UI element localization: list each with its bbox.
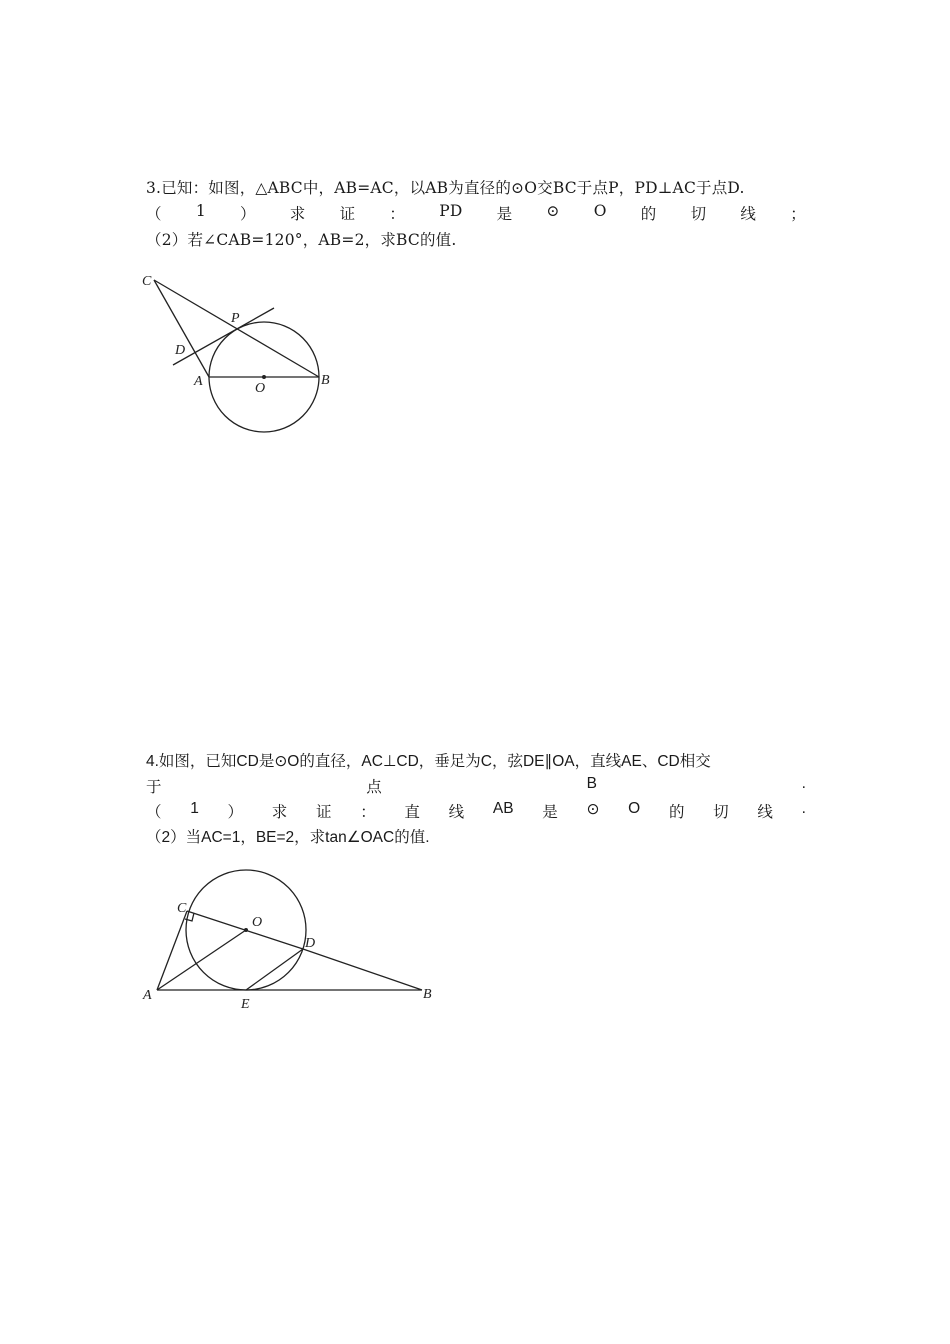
problem4-statement-cont-token: B: [586, 775, 597, 792]
problem4-part1-token: ⊙: [586, 801, 600, 818]
problem4-part1-token: ：: [360, 804, 376, 821]
problem3-part1-token: 1: [195, 202, 206, 220]
problem3-part1-token: 求: [289, 205, 306, 223]
problem4-part1-token: 证: [315, 804, 332, 821]
problem3-part1-token: 是: [496, 205, 513, 223]
problem3-statement: 3.已知：如图，△ABC中，AB=AC，以AB为直径的⊙O交BC于点P，PD⊥AC于点D.: [146, 179, 745, 197]
label-a: A: [143, 988, 152, 1003]
problem4-part1-token: 是: [542, 804, 558, 821]
problem4-part1-token: 的: [668, 804, 685, 821]
problem4-statement-cont-token: 点: [366, 779, 382, 796]
chord-de: [246, 949, 303, 990]
problem4-part1-token: 求: [271, 804, 288, 821]
problem3-part2: （2）若∠CAB=120°，AB=2，求BC的值.: [146, 231, 457, 249]
label-p: P: [231, 311, 240, 326]
problem4-part1-token: .: [801, 800, 806, 817]
problem4-part1-token: AB: [492, 800, 514, 817]
label-e: E: [241, 997, 250, 1012]
problem3-part1-token: O: [593, 202, 607, 220]
problem4-part1-token: 线: [757, 804, 773, 821]
problem4-figure: [130, 858, 450, 1028]
problem4-part1-token: O: [628, 800, 641, 817]
problem4-part1-token: 切: [713, 804, 729, 821]
problem3-part1-token: 的: [640, 205, 657, 223]
problem3-figure: [130, 262, 350, 442]
segment-ac: [157, 911, 187, 990]
problem4-part1: [146, 800, 806, 822]
problem4-part2: （2）当AC=1，BE=2，求tan∠OAC的值.: [146, 829, 430, 846]
problem3-part1-token: PD: [439, 202, 463, 220]
label-a: A: [194, 374, 203, 389]
line-db: [303, 949, 422, 990]
center-point: [244, 928, 248, 932]
problem3-part1-token: 线: [740, 205, 757, 223]
label-o: O: [255, 381, 266, 396]
problem3-part1-token: ：: [389, 205, 406, 223]
problem3-part1-token: 切: [690, 205, 707, 223]
problem4-part1-token: ）: [227, 804, 244, 821]
label-o: O: [252, 915, 263, 930]
center-point: [262, 375, 266, 379]
problem4-statement-cont: [146, 775, 806, 797]
problem4-statement-cont-token: .: [801, 775, 806, 792]
problem4-part1-token: 线: [448, 804, 465, 821]
problem4-statement-cont-token: 于: [146, 779, 162, 796]
segment-ao: [157, 930, 246, 990]
label-d: D: [305, 936, 316, 951]
label-c: C: [142, 274, 152, 289]
problem4-part1-token: 直: [404, 804, 420, 821]
problem3-part1: [146, 202, 806, 224]
problem3-part1-token: ）: [239, 205, 256, 223]
segment-ca: [154, 280, 209, 377]
tangent-pd: [173, 308, 274, 365]
problem4-part1-token: 1: [190, 800, 199, 817]
problem4-part1-token: （: [146, 804, 162, 821]
label-b: B: [321, 373, 330, 388]
label-c: C: [177, 901, 187, 916]
label-d: D: [175, 343, 186, 358]
problem4-statement: 4.如图，已知CD是⊙O的直径，AC⊥CD，垂足为C，弦DE∥OA，直线AE、CD相交: [146, 753, 711, 770]
problem3-part1-token: ；: [790, 205, 806, 223]
problem3-part1-token: （: [146, 205, 162, 223]
problem3-part1-token: ⊙: [546, 202, 560, 220]
problem3-part1-token: 证: [339, 205, 356, 223]
label-b: B: [423, 987, 432, 1002]
